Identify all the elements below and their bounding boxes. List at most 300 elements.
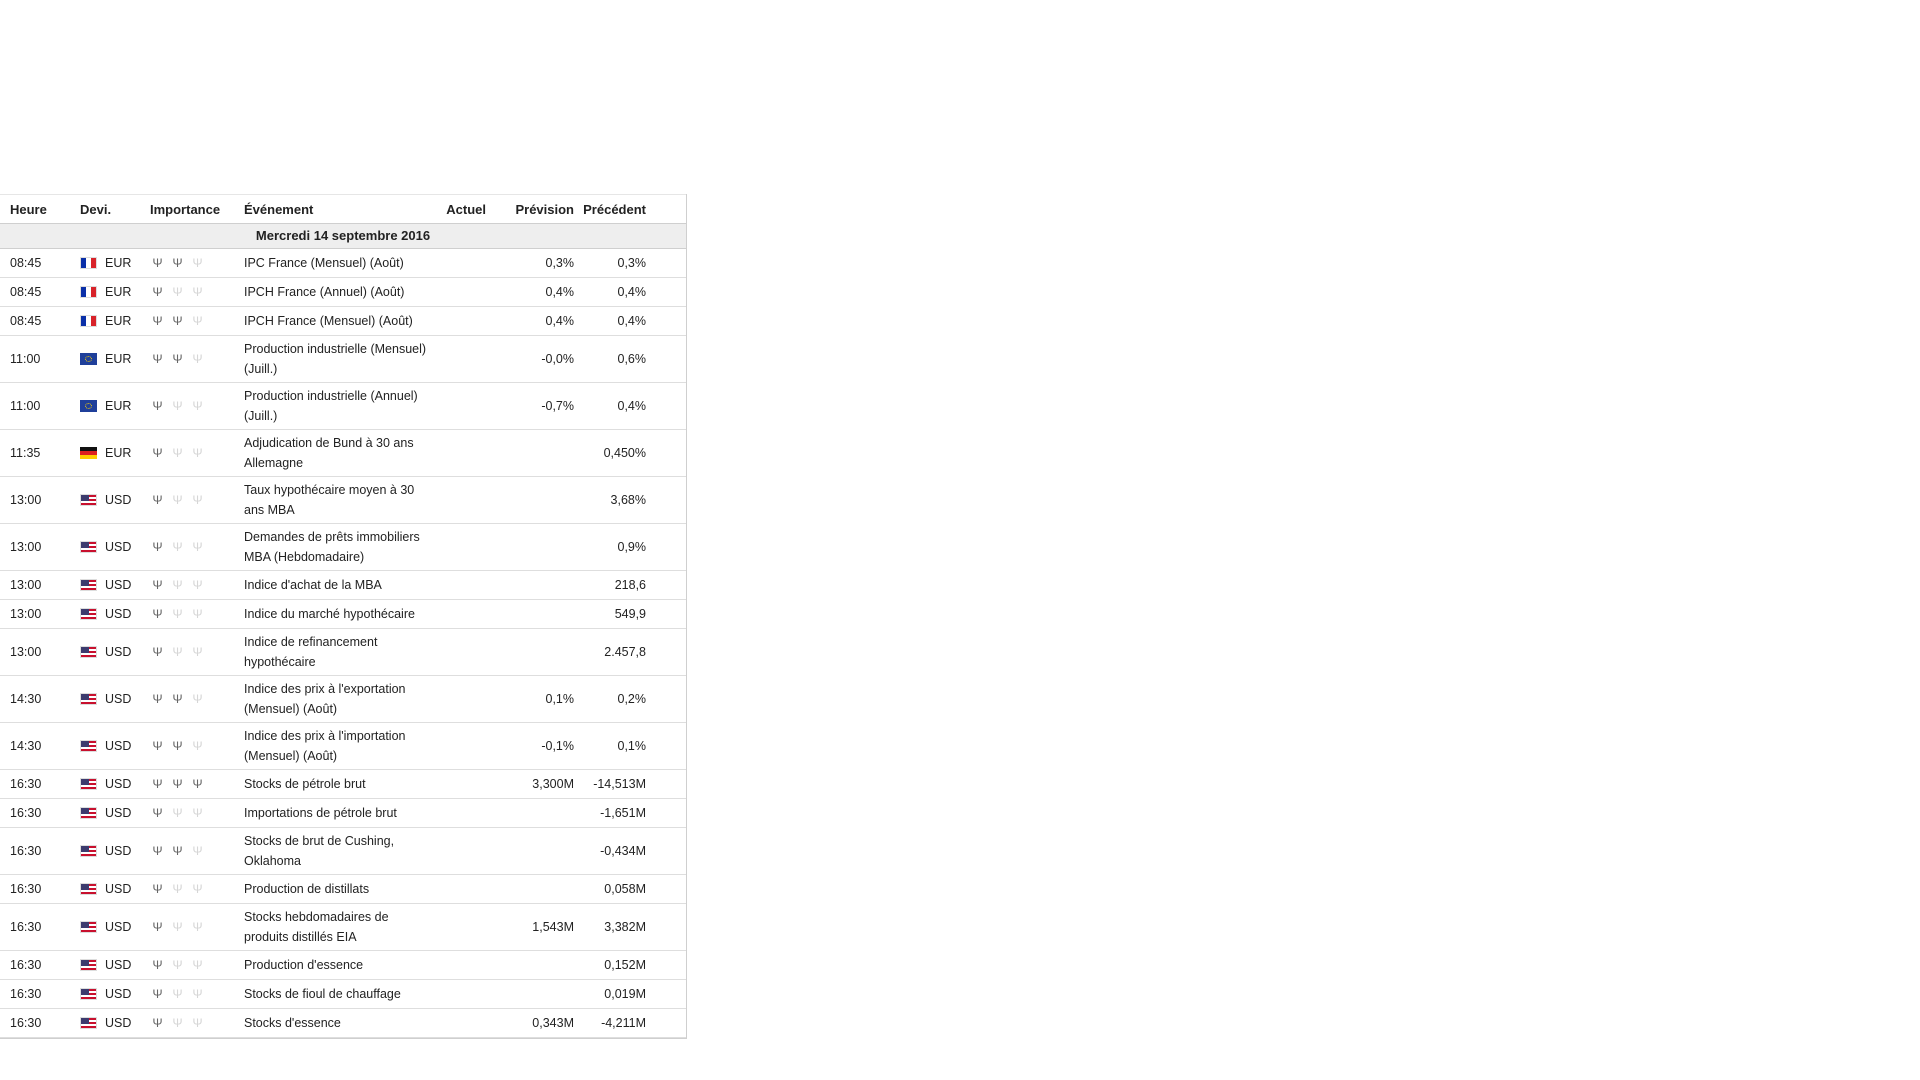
event-forecast — [492, 828, 580, 875]
event-row[interactable] — [0, 629, 686, 676]
event-actual — [432, 676, 492, 723]
currency-code: USD — [105, 540, 132, 554]
event-importance — [140, 629, 234, 676]
bull-icon: Ψ — [172, 806, 183, 820]
bull-icon: Ψ — [192, 352, 203, 366]
bull-icon: Ψ — [192, 692, 203, 706]
importance-rating — [150, 400, 234, 412]
event-currency-cell — [70, 600, 140, 629]
currency-code: USD — [105, 844, 132, 858]
flag-us-icon — [80, 1017, 97, 1029]
event-row[interactable] — [0, 477, 686, 524]
flag-fr-icon — [80, 315, 97, 327]
importance-rating — [150, 988, 234, 1000]
event-currency-cell — [70, 980, 140, 1009]
currency-code: USD — [105, 607, 132, 621]
event-row[interactable] — [0, 571, 686, 600]
currency — [80, 311, 140, 331]
event-importance — [140, 336, 234, 383]
currency — [80, 879, 140, 899]
bull-icon: Ψ — [192, 806, 203, 820]
bull-icon: Ψ — [152, 285, 163, 299]
event-name: IPC France (Mensuel) (Août) — [234, 249, 432, 278]
flag-eu-icon — [80, 353, 97, 365]
bull-icon: Ψ — [192, 920, 203, 934]
flag-us-icon — [80, 845, 97, 857]
event-actual — [432, 629, 492, 676]
event-currency-cell — [70, 430, 140, 477]
event-actual — [432, 430, 492, 477]
event-actual — [432, 875, 492, 904]
currency-code: EUR — [105, 446, 132, 460]
currency — [80, 396, 140, 416]
event-row[interactable] — [0, 951, 686, 980]
event-forecast — [492, 980, 580, 1009]
currency — [80, 490, 140, 510]
bull-icon: Ψ — [152, 1016, 163, 1030]
event-actual — [432, 307, 492, 336]
event-time: 13:00 — [0, 524, 70, 571]
bull-icon: Ψ — [192, 777, 203, 791]
event-previous: 549,9 — [580, 600, 686, 629]
event-forecast — [492, 430, 580, 477]
bull-icon: Ψ — [172, 446, 183, 460]
event-importance — [140, 430, 234, 477]
bull-icon: Ψ — [192, 399, 203, 413]
currency — [80, 803, 140, 823]
currency — [80, 349, 140, 369]
bull-icon: Ψ — [192, 540, 203, 554]
bull-icon: Ψ — [192, 314, 203, 328]
event-time: 08:45 — [0, 278, 70, 307]
event-currency-cell — [70, 629, 140, 676]
event-actual — [432, 770, 492, 799]
event-actual — [432, 249, 492, 278]
event-name: Taux hypothécaire moyen à 30 ans MBA — [234, 477, 432, 524]
event-row[interactable] — [0, 875, 686, 904]
bull-icon: Ψ — [192, 645, 203, 659]
event-time: 13:00 — [0, 629, 70, 676]
bull-icon: Ψ — [152, 692, 163, 706]
currency — [80, 955, 140, 975]
event-forecast: 0,3% — [492, 249, 580, 278]
flag-us-icon — [80, 988, 97, 1000]
event-previous: 0,3% — [580, 249, 686, 278]
event-importance — [140, 1009, 234, 1038]
event-previous: 3,382M — [580, 904, 686, 951]
event-name: Stocks d'essence — [234, 1009, 432, 1038]
event-actual — [432, 571, 492, 600]
event-currency-cell — [70, 278, 140, 307]
event-importance — [140, 307, 234, 336]
event-row[interactable] — [0, 307, 686, 336]
event-time: 16:30 — [0, 1009, 70, 1038]
event-actual — [432, 980, 492, 1009]
currency — [80, 841, 140, 861]
flag-de-icon — [80, 447, 97, 459]
bull-icon: Ψ — [172, 314, 183, 328]
currency — [80, 917, 140, 937]
event-currency-cell — [70, 770, 140, 799]
event-importance — [140, 676, 234, 723]
event-previous: 0,019M — [580, 980, 686, 1009]
flag-fr-icon — [80, 257, 97, 269]
header-row — [0, 195, 686, 224]
currency — [80, 774, 140, 794]
event-previous: 0,4% — [580, 278, 686, 307]
event-importance — [140, 828, 234, 875]
importance-rating — [150, 807, 234, 819]
event-name: Indice de refinancement hypothécaire — [234, 629, 432, 676]
currency-code: EUR — [105, 352, 132, 366]
bull-icon: Ψ — [172, 578, 183, 592]
bull-icon: Ψ — [152, 314, 163, 328]
event-currency-cell — [70, 1009, 140, 1038]
event-importance — [140, 951, 234, 980]
event-name: Production industrielle (Annuel) (Juill.) — [234, 383, 432, 430]
event-row[interactable] — [0, 799, 686, 828]
event-forecast — [492, 477, 580, 524]
event-row[interactable] — [0, 904, 686, 951]
bull-icon: Ψ — [152, 882, 163, 896]
event-name: Indice des prix à l'importation (Mensuel) (Août) — [234, 723, 432, 770]
event-row[interactable] — [0, 1009, 686, 1038]
currency-code: USD — [105, 1016, 132, 1030]
event-forecast: 0,4% — [492, 307, 580, 336]
event-forecast: 1,543M — [492, 904, 580, 951]
importance-rating — [150, 921, 234, 933]
flag-us-icon — [80, 646, 97, 658]
event-forecast — [492, 875, 580, 904]
event-actual — [432, 1009, 492, 1038]
event-time: 11:00 — [0, 336, 70, 383]
currency-code: USD — [105, 692, 132, 706]
importance-rating — [150, 693, 234, 705]
bull-icon: Ψ — [152, 987, 163, 1001]
currency — [80, 282, 140, 302]
event-row[interactable] — [0, 278, 686, 307]
bull-icon: Ψ — [152, 739, 163, 753]
event-previous: 3,68% — [580, 477, 686, 524]
header-actual[interactable]: Actuel — [432, 195, 492, 224]
event-time: 16:30 — [0, 828, 70, 875]
flag-us-icon — [80, 579, 97, 591]
bull-icon: Ψ — [172, 844, 183, 858]
event-forecast: 0,4% — [492, 278, 580, 307]
header-currency[interactable]: Devi. — [70, 195, 140, 224]
importance-rating — [150, 257, 234, 269]
event-importance — [140, 723, 234, 770]
currency — [80, 253, 140, 273]
bull-icon: Ψ — [192, 987, 203, 1001]
event-actual — [432, 951, 492, 980]
bull-icon: Ψ — [192, 607, 203, 621]
event-currency-cell — [70, 904, 140, 951]
event-previous: -4,211M — [580, 1009, 686, 1038]
event-currency-cell — [70, 307, 140, 336]
currency-code: USD — [105, 645, 132, 659]
event-currency-cell — [70, 249, 140, 278]
currency-code: USD — [105, 920, 132, 934]
event-forecast: 0,343M — [492, 1009, 580, 1038]
event-forecast — [492, 951, 580, 980]
flag-us-icon — [80, 541, 97, 553]
bull-icon: Ψ — [192, 493, 203, 507]
event-currency-cell — [70, 336, 140, 383]
importance-rating — [150, 608, 234, 620]
event-forecast — [492, 799, 580, 828]
event-previous: 0,152M — [580, 951, 686, 980]
flag-us-icon — [80, 693, 97, 705]
event-row[interactable] — [0, 828, 686, 875]
flag-eu-icon — [80, 400, 97, 412]
event-time: 14:30 — [0, 723, 70, 770]
importance-rating — [150, 579, 234, 591]
event-name: Production de distillats — [234, 875, 432, 904]
event-row[interactable] — [0, 600, 686, 629]
event-previous: 0,6% — [580, 336, 686, 383]
event-name: Production industrielle (Mensuel) (Juill.) — [234, 336, 432, 383]
bull-icon: Ψ — [172, 256, 183, 270]
header-time[interactable]: Heure — [0, 195, 70, 224]
event-name: Stocks hebdomadaires de produits distillés EIA — [234, 904, 432, 951]
bull-icon: Ψ — [172, 285, 183, 299]
event-importance — [140, 600, 234, 629]
event-importance — [140, 980, 234, 1009]
flag-us-icon — [80, 883, 97, 895]
event-actual — [432, 477, 492, 524]
event-actual — [432, 723, 492, 770]
bull-icon: Ψ — [192, 446, 203, 460]
bull-icon: Ψ — [172, 399, 183, 413]
event-importance — [140, 875, 234, 904]
currency-code: EUR — [105, 399, 132, 413]
event-previous: -14,513M — [580, 770, 686, 799]
bull-icon: Ψ — [192, 578, 203, 592]
bull-icon: Ψ — [152, 844, 163, 858]
event-previous: 0,2% — [580, 676, 686, 723]
currency — [80, 575, 140, 595]
event-currency-cell — [70, 875, 140, 904]
event-name: Adjudication de Bund à 30 ans Allemagne — [234, 430, 432, 477]
event-currency-cell — [70, 477, 140, 524]
event-actual — [432, 278, 492, 307]
event-previous: -0,434M — [580, 828, 686, 875]
event-forecast — [492, 629, 580, 676]
bull-icon: Ψ — [172, 607, 183, 621]
event-row[interactable] — [0, 723, 686, 770]
event-actual — [432, 600, 492, 629]
event-actual — [432, 336, 492, 383]
header-event[interactable]: Événement — [234, 195, 432, 224]
header-previous[interactable]: Précédent — [580, 195, 686, 224]
currency-code: EUR — [105, 314, 132, 328]
event-time: 16:30 — [0, 951, 70, 980]
bull-icon: Ψ — [152, 578, 163, 592]
event-previous: 0,1% — [580, 723, 686, 770]
event-forecast: -0,7% — [492, 383, 580, 430]
event-name: Stocks de fioul de chauffage — [234, 980, 432, 1009]
bull-icon: Ψ — [192, 1016, 203, 1030]
event-time: 11:00 — [0, 383, 70, 430]
event-time: 16:30 — [0, 980, 70, 1009]
event-name: Indice du marché hypothécaire — [234, 600, 432, 629]
event-time: 08:45 — [0, 307, 70, 336]
importance-rating — [150, 845, 234, 857]
event-name: Stocks de pétrole brut — [234, 770, 432, 799]
event-currency-cell — [70, 571, 140, 600]
header-forecast[interactable]: Prévision — [492, 195, 580, 224]
currency — [80, 736, 140, 756]
bull-icon: Ψ — [172, 739, 183, 753]
bull-icon: Ψ — [172, 958, 183, 972]
importance-rating — [150, 353, 234, 365]
currency — [80, 604, 140, 624]
event-time: 14:30 — [0, 676, 70, 723]
event-time: 16:30 — [0, 904, 70, 951]
day-label: Mercredi 14 septembre 2016 — [0, 224, 686, 249]
event-row[interactable] — [0, 524, 686, 571]
event-previous: -1,651M — [580, 799, 686, 828]
bull-icon: Ψ — [192, 739, 203, 753]
event-forecast: -0,0% — [492, 336, 580, 383]
bull-icon: Ψ — [152, 607, 163, 621]
bull-icon: Ψ — [152, 493, 163, 507]
event-previous: 0,450% — [580, 430, 686, 477]
importance-rating — [150, 959, 234, 971]
bull-icon: Ψ — [172, 493, 183, 507]
event-previous: 0,4% — [580, 307, 686, 336]
bull-icon: Ψ — [172, 1016, 183, 1030]
event-actual — [432, 828, 492, 875]
event-row[interactable] — [0, 383, 686, 430]
event-currency-cell — [70, 951, 140, 980]
bull-icon: Ψ — [152, 806, 163, 820]
event-currency-cell — [70, 799, 140, 828]
importance-rating — [150, 778, 234, 790]
bull-icon: Ψ — [192, 256, 203, 270]
bull-icon: Ψ — [172, 882, 183, 896]
currency — [80, 689, 140, 709]
event-time: 16:30 — [0, 770, 70, 799]
importance-rating — [150, 315, 234, 327]
event-previous: 0,4% — [580, 383, 686, 430]
currency-code: USD — [105, 739, 132, 753]
importance-rating — [150, 646, 234, 658]
header-importance[interactable]: Importance — [140, 195, 234, 224]
event-time: 13:00 — [0, 477, 70, 524]
bull-icon: Ψ — [172, 645, 183, 659]
currency-code: EUR — [105, 256, 132, 270]
event-name: Stocks de brut de Cushing, Oklahoma — [234, 828, 432, 875]
bull-icon: Ψ — [172, 987, 183, 1001]
bull-icon: Ψ — [152, 777, 163, 791]
event-name: Demandes de prêts immobiliers MBA (Hebdomadaire) — [234, 524, 432, 571]
bull-icon: Ψ — [172, 920, 183, 934]
event-currency-cell — [70, 828, 140, 875]
event-time: 13:00 — [0, 571, 70, 600]
currency-code: USD — [105, 987, 132, 1001]
bull-icon: Ψ — [172, 692, 183, 706]
event-previous: 218,6 — [580, 571, 686, 600]
event-importance — [140, 904, 234, 951]
event-row[interactable] — [0, 430, 686, 477]
event-actual — [432, 383, 492, 430]
importance-rating — [150, 447, 234, 459]
event-forecast: 3,300M — [492, 770, 580, 799]
event-importance — [140, 799, 234, 828]
event-importance — [140, 477, 234, 524]
event-name: Indice des prix à l'exportation (Mensuel) (Août) — [234, 676, 432, 723]
bull-icon: Ψ — [152, 446, 163, 460]
event-importance — [140, 770, 234, 799]
bull-icon: Ψ — [152, 920, 163, 934]
importance-rating — [150, 740, 234, 752]
bull-icon: Ψ — [152, 540, 163, 554]
event-currency-cell — [70, 524, 140, 571]
currency-code: USD — [105, 777, 132, 791]
event-name: Production d'essence — [234, 951, 432, 980]
flag-us-icon — [80, 608, 97, 620]
bull-icon: Ψ — [152, 645, 163, 659]
event-time: 08:45 — [0, 249, 70, 278]
bull-icon: Ψ — [152, 958, 163, 972]
event-importance — [140, 383, 234, 430]
event-actual — [432, 799, 492, 828]
bull-icon: Ψ — [172, 352, 183, 366]
currency — [80, 1013, 140, 1033]
flag-us-icon — [80, 807, 97, 819]
event-name: Indice d'achat de la MBA — [234, 571, 432, 600]
currency — [80, 984, 140, 1004]
event-currency-cell — [70, 723, 140, 770]
currency — [80, 642, 140, 662]
event-importance — [140, 278, 234, 307]
event-time: 16:30 — [0, 799, 70, 828]
currency — [80, 537, 140, 557]
event-importance — [140, 571, 234, 600]
event-currency-cell — [70, 383, 140, 430]
currency-code: EUR — [105, 285, 132, 299]
event-time: 11:35 — [0, 430, 70, 477]
event-name: IPCH France (Annuel) (Août) — [234, 278, 432, 307]
event-row[interactable] — [0, 249, 686, 278]
currency-code: USD — [105, 493, 132, 507]
bull-icon: Ψ — [152, 256, 163, 270]
event-row[interactable] — [0, 770, 686, 799]
event-currency-cell — [70, 676, 140, 723]
bull-icon: Ψ — [152, 352, 163, 366]
bull-icon: Ψ — [192, 882, 203, 896]
event-importance — [140, 524, 234, 571]
event-importance — [140, 249, 234, 278]
flag-us-icon — [80, 494, 97, 506]
currency — [80, 443, 140, 463]
day-row — [0, 224, 686, 249]
flag-us-icon — [80, 778, 97, 790]
event-row[interactable] — [0, 980, 686, 1009]
event-name: Importations de pétrole brut — [234, 799, 432, 828]
flag-us-icon — [80, 921, 97, 933]
bull-icon: Ψ — [172, 540, 183, 554]
event-row[interactable] — [0, 676, 686, 723]
event-forecast: -0,1% — [492, 723, 580, 770]
currency-code: USD — [105, 882, 132, 896]
event-forecast: 0,1% — [492, 676, 580, 723]
calendar-table — [0, 194, 686, 1038]
event-row[interactable] — [0, 336, 686, 383]
bull-icon: Ψ — [192, 844, 203, 858]
